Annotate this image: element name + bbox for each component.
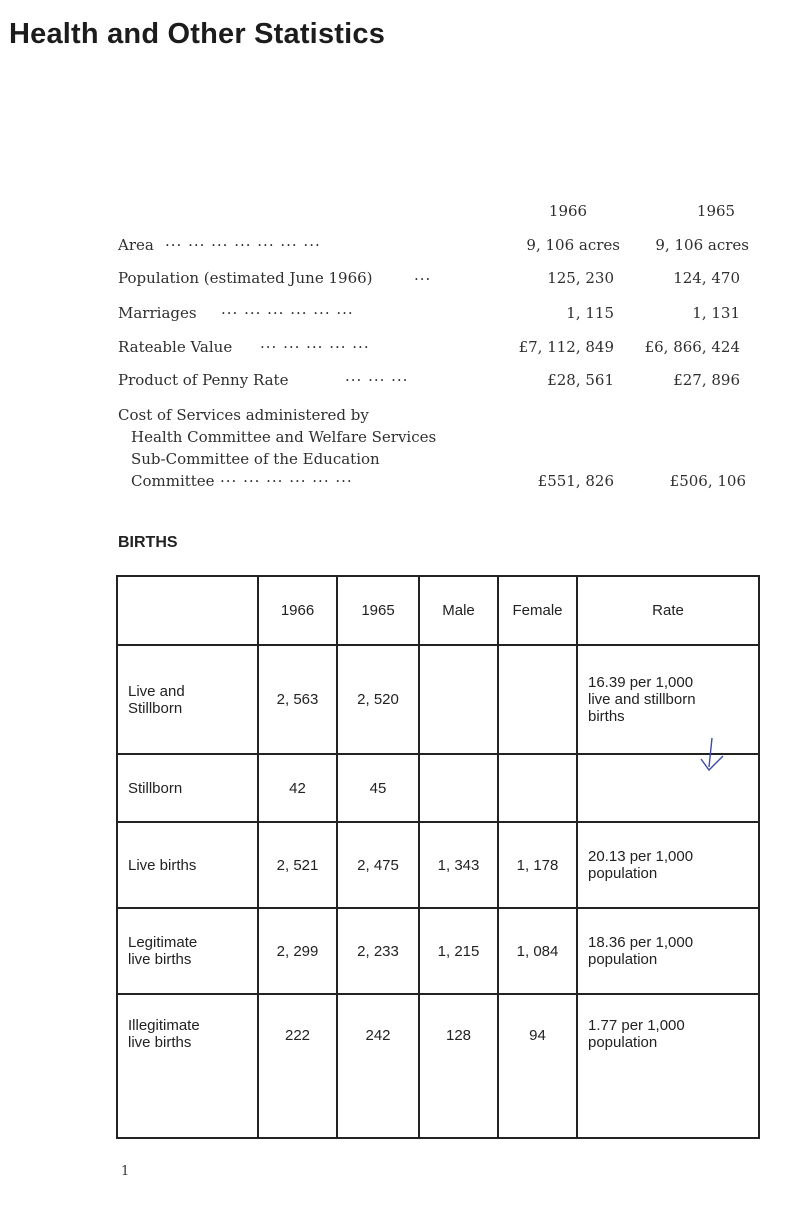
cell-rate [577,645,759,754]
cell-rate [577,822,759,908]
cell-1965: 45 [337,754,419,822]
handwritten-arrow-icon [697,737,727,775]
value-1965: 1, 131 [692,304,740,322]
row-header: Live births [117,822,258,908]
row-header-line: Legitimate [128,934,198,951]
cell-male: 128 [419,994,498,1138]
table-row [117,994,759,1138]
leader-dots: ... ... ... ... ... ... [220,468,353,486]
cell-1965: 2, 475 [337,822,419,908]
value-1965: £6, 866, 424 [644,338,740,356]
cell-female [498,754,577,822]
rate-line: 18.36 per 1,000 [588,934,694,951]
value-1965: 9, 106 acres [655,236,749,254]
row-label-line: Cost of Services administered by [118,406,369,424]
row-label-line: Health Committee and Welfare Services [131,428,437,446]
row-label: Rateable Value [118,338,233,356]
rate-line: population [588,1034,658,1051]
rate-line: 16.39 per 1,000 [588,674,694,691]
row-header: Stillborn [117,754,258,822]
row-label-line: Committee [131,472,215,490]
row-label: Product of Penny Rate [118,371,289,389]
cell-1966: 2, 563 [258,645,337,754]
cell-female: 94 [498,994,577,1138]
cell-female: 1, 178 [498,822,577,908]
cell-1966: 222 [258,994,337,1138]
value-1965: 124, 470 [673,269,740,287]
column-header: 1965 [337,576,419,645]
leader-dots: ... [414,266,432,284]
page-title: Health and Other Statistics [9,18,386,50]
column-header: Rate [577,576,759,645]
row-label: Population (estimated June 1966) [118,269,373,287]
value-1966: 125, 230 [547,269,614,287]
leader-dots: ... ... ... [345,367,409,385]
rate-line: population [588,865,658,882]
cell-female: 1, 084 [498,908,577,994]
row-header-line: Live and [128,682,185,700]
leader-dots: ... ... ... ... ... [260,334,370,352]
value-1966: £7, 112, 849 [518,338,614,356]
column-header: Male [419,576,498,645]
row-label-line: Sub-Committee of the Education [131,450,380,468]
rate-line: 1.77 per 1,000 [588,1017,685,1034]
value-1965: £506, 106 [669,472,746,490]
table-row [117,822,759,908]
cell-female [498,645,577,754]
year-header-1965: 1965 [696,202,736,220]
cell-1966: 2, 299 [258,908,337,994]
cell-1966: 2, 521 [258,822,337,908]
cell-1965: 2, 233 [337,908,419,994]
cell-male: 1, 215 [419,908,498,994]
value-1966: £551, 826 [537,472,614,490]
table-row [117,645,759,754]
rate-line: births [588,708,625,725]
rate-line: live and stillborn [588,691,696,708]
table-header-row [117,576,759,645]
value-1966: 9, 106 acres [526,236,620,254]
cell-1965: 2, 520 [337,645,419,754]
value-1966: £28, 561 [547,371,614,389]
value-1966: 1, 115 [566,304,614,322]
row-header-line: Stillborn [128,699,183,717]
row-header [117,908,258,994]
column-header [117,576,258,645]
cell-male [419,754,498,822]
row-label: Area [118,236,154,254]
cell-male [419,645,498,754]
cell-rate [577,994,759,1138]
row-header [117,994,258,1138]
table-row [117,754,759,822]
year-header-1966: 1966 [548,202,588,220]
cell-1965: 242 [337,994,419,1138]
rate-line: 20.13 per 1,000 [588,848,694,865]
table-row [117,908,759,994]
leader-dots: ... ... ... ... ... ... [221,300,354,318]
leader-dots: ... ... ... ... ... ... ... [165,232,321,250]
rate-line: population [588,951,658,968]
page-number: 1 [121,1164,130,1179]
cell-rate [577,754,759,822]
value-1965: £27, 896 [673,371,740,389]
column-header: 1966 [258,576,337,645]
column-header: Female [498,576,577,645]
row-header-line: live births [128,951,192,968]
row-header-line: Illegitimate [128,1017,200,1034]
row-header-line: live births [128,1034,192,1051]
cell-rate [577,908,759,994]
births-table [116,575,760,1139]
births-heading: BIRTHS [118,534,178,551]
row-label: Marriages [118,304,197,322]
cell-male: 1, 343 [419,822,498,908]
cell-1966: 42 [258,754,337,822]
row-header [117,645,258,754]
